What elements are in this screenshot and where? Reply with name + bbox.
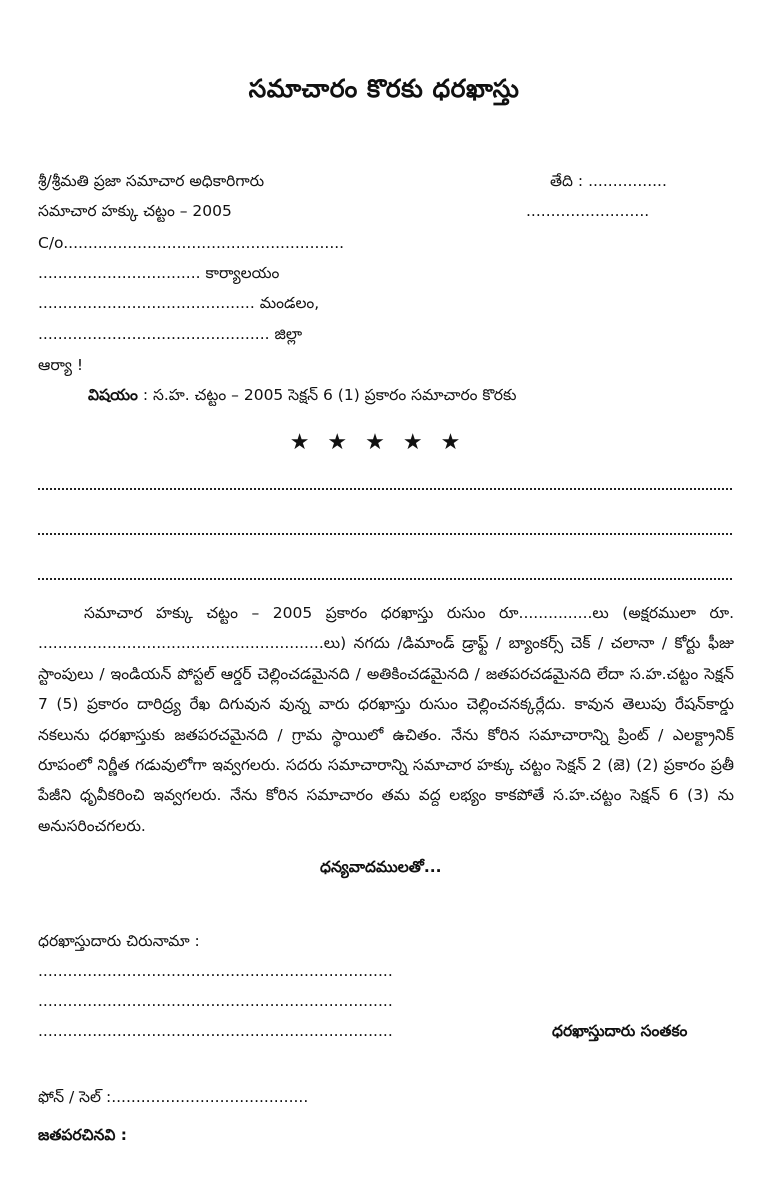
applicant-address-line-3: ........................................................................ xyxy=(38,1022,393,1040)
mandal-line: ............................................ మండలం, xyxy=(38,294,320,312)
blank-line-3 xyxy=(38,578,732,580)
form-title: సమాచారం కొరకు ధరఖాస్తు xyxy=(248,74,520,103)
addressee-line-2: సమాచార హక్కు చట్టం – 2005 xyxy=(38,202,232,220)
subject-text: : స.హ. చట్టం – 2005 సెక్షన్ 6 (1) ప్రకారం సమాచారం కొరకు xyxy=(142,386,517,404)
date-field: తేది : ................ xyxy=(550,172,667,190)
star-divider: ★★★★★ xyxy=(289,430,479,455)
body-paragraph xyxy=(38,598,734,841)
subject-label: విషయం xyxy=(88,386,138,404)
applicant-address-line-2: ........................................................................ xyxy=(38,992,393,1010)
blank-line-2 xyxy=(38,533,732,535)
subject-line xyxy=(88,386,516,408)
applicant-address-label: ధరఖాస్తుదారు చిరునామా : xyxy=(38,932,200,950)
office-line: ................................. కార్యాలయం xyxy=(38,264,280,282)
care-of-line: C/o......................................................... xyxy=(38,234,345,252)
blank-line-1 xyxy=(38,488,732,490)
body-text: సమాచార హక్కు చట్టం – 2005 ప్రకారం ధరఖాస్తు రుసుం రూ...............లు (అక్షరములా రూ. ..........................................................లు) నగదు /డిమాండ్ డ్రాఫ్ట్ / బ్యాంకర్స్ చెక్ / చలానా / కోర్టు ఫీజు స్టాంపులు / ఇండియన్ పోస్టల్ ఆర్డర్ చెల్లించడమైనది / అతికించడమైనది / జతపరచడమైనది లేదా స.హ.చట్టం సెక్షన్ 7 (5) ప్రకారం దారిద్ర్య రేఖ దిగువున వున్న వారు ధరఖాస్తు రుసుం చెల్లించనక్కర్లేదు. కావున తెలుపు రేషన్‌కార్డు నకలును ధరఖాస్తుకు జతపరచమైనది / గ్రామ స్థాయిలో ఉచితం. నేను కోరిన సమాచారాన్ని ప్రింట్ / ఎలక్ట్రానిక్ రూపంలో నిర్ణీత గడువులోగా ఇవ్వగలరు. సదరు సమాచారాన్ని సమాచార హక్కు చట్టం సెక్షన్ 2 (జె) (2) ప్రకారం ప్రతీ పేజీని ధృవీకరించి ఇవ్వగలరు. నేను కోరిన సమాచారం తమ వద్ద లభ్యం కాకపోతే స.హ.చట్టం సెక్షన్ 6 (3) ను అనుసరించగలరు. xyxy=(38,604,734,835)
applicant-signature-label: ధరఖాస్తుదారు సంతకం xyxy=(552,1022,688,1040)
thanks-line: ధన్యవాదములతో... xyxy=(320,858,442,876)
enclosures-label: జతపరచినవి : xyxy=(38,1126,127,1144)
phone-line: ఫోన్ / సెల్ :........................................ xyxy=(38,1088,309,1106)
district-line: ............................................... జిల్లా xyxy=(38,325,303,343)
applicant-address-line-1: ........................................................................ xyxy=(38,962,393,980)
salutation: ఆర్యా ! xyxy=(38,356,84,374)
date-field-second: ......................... xyxy=(526,202,650,220)
addressee-line-1: శ్రీ/శ్రీమతి ప్రజా సమాచార అధికారిగారు xyxy=(38,172,265,190)
